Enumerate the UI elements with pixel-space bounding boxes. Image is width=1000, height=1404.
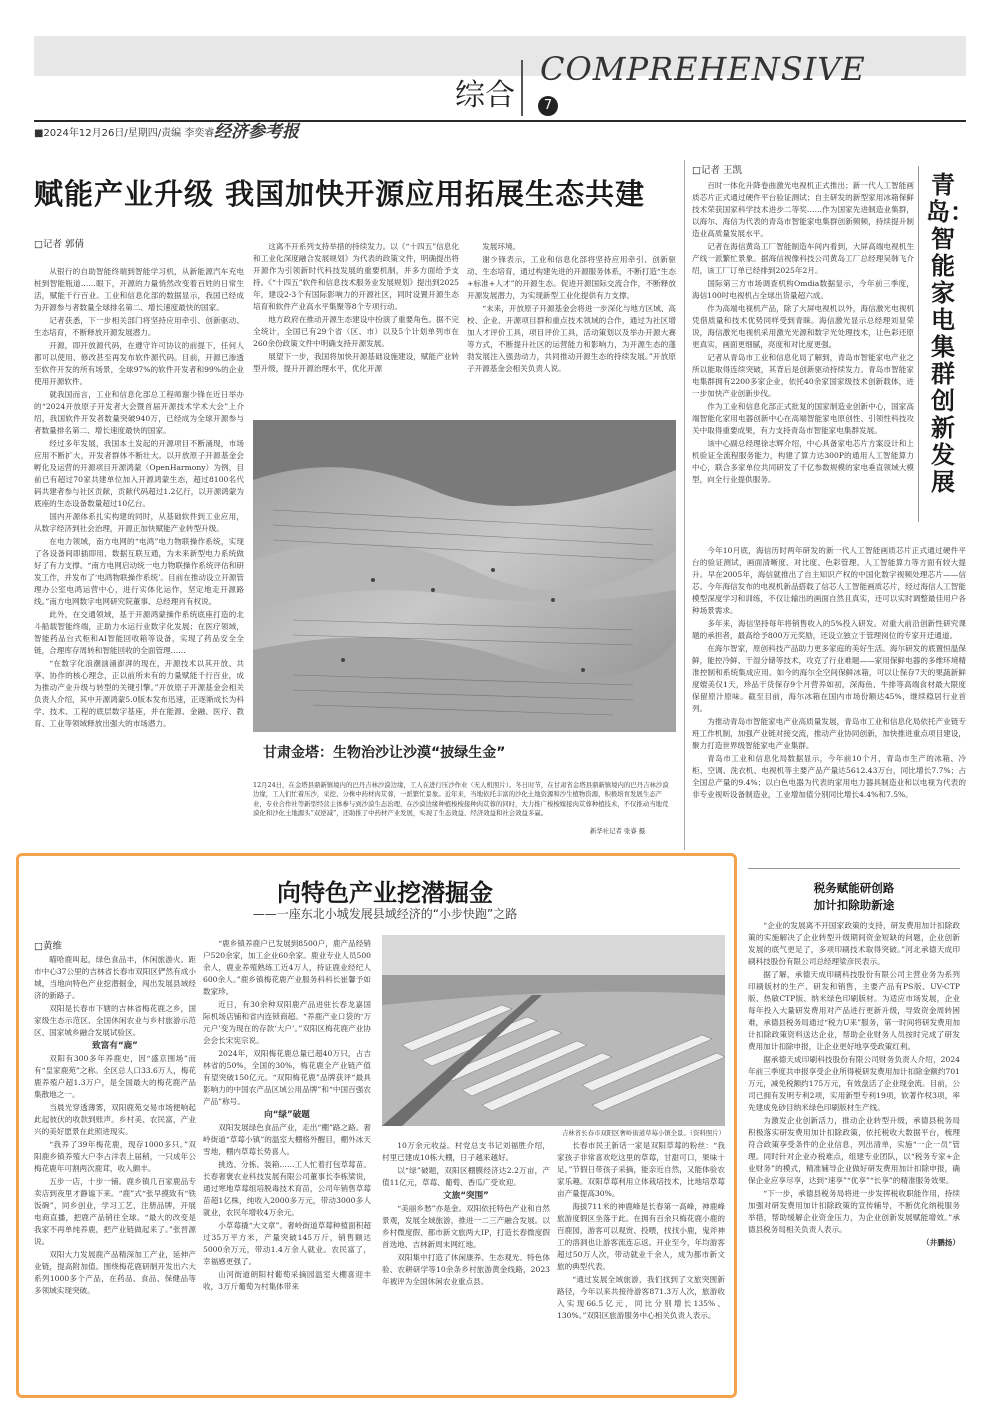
issue-meta: ■2024年12月26日/星期四/责编 李奕睿 (34, 128, 215, 139)
paragraph: 作为工业和信息化部正式批复的国家制造业创新中心，国家高端智能化家用电器创新中心在高端智能家电原创性、引领性科技攻关中取得重要成果，有力支持青岛市智能家电集群发展。 (692, 402, 914, 435)
paragraph: 记者获悉，下一步相关部门将坚持应用牵引、创新驱动、生态培育，不断释放开源发展潜力。 (34, 316, 244, 337)
paragraph: 瞄哈鹿叫起，绿色食品丰，休闲旅游火。距市中心37公里的吉林省长春市双阳区俨然有成小城，当地向特色产业挖潜掘金，闯出发展县域经济的新路子。 (34, 955, 196, 1000)
paragraph: “通过发展全域旅游，我们找到了文旅突围新路径，今年以来共接待游客871.3万人次，旅游收入实现66.5亿元，同比分别增长135%、130%。”双阳区旅游服务中心相关负责人表示。 (557, 1275, 725, 1320)
main-column-3 (467, 241, 676, 413)
paragraph: 双阳大力发展鹿产品精深加工产业，延伸产业链，提高附加值。围绕梅花鹿研制开发出六大系列1000多个产品，在药品、食品、保健品等多领域实现突破。 (34, 1250, 196, 1295)
paragraph: 挑选、分拣、装箱……工人忙着打包草莓苗。长春奢褒农业科技发展有限公司董事长李栋梁说，通过寒地草莓组培脱毒技术育苗，公司年销售草莓苗超1亿株，纯收入2000多万元，带动3000多人就业，农民年增收4万余元。 (203, 1160, 371, 1217)
paragraph: 据承德天成印刷科技股份有限公司财务负责人介绍，2024年前三季度共申报享受企业所得税研发费用加计扣除金额约701万元，减免税额约175万元，有效盘活了企业现金流。目前，公司已拥有发明专利2项，实用新型专利19项，软著作权3项，率先建成免砂目纳米绿色印刷版材生产线。 (748, 1055, 960, 1112)
article2-byline: □黄维 (34, 941, 62, 952)
paragraph: 据了解，承德天成印刷科技股份有限公司主营业务为系列印刷版材的生产、研发和销售，主要产品有PS版、UV-CTP版、热敏CTP版、纳米绿色印刷版材。为适应市场发展，企业每年投入大量研发费用对产品进行更新升级，导致资金周转困难，承德县税务局通过“税力U来”服务，第一时间将研发费用加计扣除政策资料送达企业，帮助企业财务人员按时完成了研发费用加计扣除申报，让企业更好地享受政策红利。 (748, 970, 960, 1051)
qingdao-byline: □记者 王凯 (692, 165, 742, 176)
paragraph: 2024年，双阳梅花鹿总量已超40万只，占吉林省的50%，全国的30%，梅花鹿全产业链产值有望突破150亿元。“双阳梅花鹿”品牌获评“最具影响力的中国农产品区域公用品牌”和“中国百强农产品”称号。 (203, 1049, 371, 1106)
photo1-title: 甘肃金塔：生物治沙让沙漠“披绿生金” (263, 745, 506, 761)
article2-column-1 (34, 954, 196, 1390)
paragraph: 作为高端电视机产品，除了大屏电视机以外，海信激光电视机凭借质量和技术优势同样受到青睐。海信激光显示总经理刘显荣说，海信激光电视机采用激光光源和数字光处理技术，让色彩还原更真实，画面更细腻，亮度和对比度更强。 (692, 304, 914, 349)
tax-article-title (748, 880, 960, 914)
tax-byline: （井鹏扬） (922, 1238, 960, 1247)
paragraph: 经过多年发展，我国本土发起的开源项目不断涌现，市场应用不断扩大，开发者群体不断壮大。以开放原子开源基金会孵化及运营的开源项目开源鸿蒙（OpenHarmony）为例，目前已有超过70家共建单位加入开源鸿蒙生态，超过8100名代码共建者参与社区贡献，贡献代码超过1.2亿行，以开源鸿蒙为底座的生态设备数量超过10亿台。 (34, 439, 244, 508)
paragraph: 在海尔智家，原创科技产品助力更多家庭的美好生活。海尔研发的底置恒温保鲜，能控冷鲜、干湿分储等技术，攻克了行业难题——家用保鲜电器的多维环境精准控制和系统集成应用。如今的海尔全空间保鲜冰箱，可以让保存7天的果蔬新鲜度媲美仅1天，珍品干货保存9个月营养如初，深海鱼、牛排等高端食材最大限度保留原汁原味。截至目前，海尔冰箱在国内市场份额达45%，继续稳居行业首列。 (692, 644, 966, 713)
tax-title-line-1: 税务赋能研创路 (813, 881, 895, 895)
masthead-logo: 经济参考报 (214, 122, 299, 142)
paragraph: 百时一体化升降卷曲激光电视机正式推出；新一代人工智能画质芯片正式通过硬件平台验证测试；自主研发的新型家用冰箱保鲜技术荣获国家科学技术进步二等奖……作为国家先进制造业集群，以海尔、海信为代表的青岛市智能家电集群创新频频，持续提升制造业高质量发展水平。 (692, 181, 914, 238)
qingdao-column-top (692, 180, 914, 542)
paragraph: 为推动青岛市智能家电产业高质量发展，青岛市工业和信息化局依托产业链专班工作机制，加强产业链对接交流，推动产业协同创新，加快推进重点项目建设，聚力打造世界级智能家电产业集群。 (692, 717, 966, 750)
main-byline: □记者 郭倩 (34, 239, 84, 250)
paragraph: 展望下一步，我国将加快开源基础设施建设，赋能产业转型升级，提升开源治理水平，优化开源 (253, 352, 459, 373)
paragraph: “未来，开放原子开源基金会将进一步深化与地方区域、高校、企业、开源项目群和重点技术领域的合作，通过为社区增加人才评价工具，项目评价工具，活动策划以及举办开源大赛等方式，不断提升社区的运营能力和影响力，为开源生态的蓬勃发展注入强劲动力，共同推动开源生态的持续发展。”开放原子开源基金会相关负责人说。 (467, 304, 676, 373)
article2-subhead-3: 文旅“突围” (443, 1191, 489, 1201)
paragraph: 记者从青岛市工业和信息化局了解到，青岛市智能家电产业之所以能取得连续突破，其背后是创新驱动持续发力。青岛市智能家电集群拥有2200多家企业，依托40余家国家级技术创新载体，进一步加快产业创新步伐。 (692, 353, 914, 398)
paragraph: 近日，有30余种双阳鹿产品进驻长春龙嘉国际机场店铺和省内连锁商超。“养鹿产业口袋的‘万元户’变为现在的存款‘大户’。”双阳区梅花鹿产业协会会长宋宪宗说。 (203, 1000, 371, 1045)
section-name: 综合 (455, 78, 515, 113)
article2-column-2 (203, 938, 371, 1390)
paragraph: 双阳发展绿色食品产业，走出“棚”路之路。奢岭街道“草莓小镇”的温室大棚格外醒目，棚外冰天雪地，棚内草莓长势喜人。 (203, 1123, 371, 1156)
photo1-credit: 新华社记者 张睿 摄 (590, 827, 646, 835)
section-name-english: COMPREHENSIVE (540, 50, 866, 88)
article2-column-4 (557, 1140, 725, 1390)
tax-article-rule (748, 868, 960, 869)
article2-subhead-1: 致富有“鹿” (92, 1041, 138, 1051)
photo1-caption: 12月24日，在金塔县鼎新镇境内的巴丹吉林沙漠边缘，工人在进行压沙作业（无人机照片）。冬日时节，在甘肃省金塔县鼎新镇境内的巴丹吉林沙漠边缘，工人们忙着压沙，采挖、分株中药材肉苁蓉，一派繁忙景象。近年来，当地依托丰富的沙化土地资源和沙生植物资源，积极培育发展生态产业，专业合作社等新型经营主体参与到沙漠生态治理、在沙漠边缘种植梭梭接种肉苁蓉的同时，大力推广梭梭嫁接肉苁蓉种植技术，不仅推动当地荒漠化和沙化土地源头“双逆减”，还助推了中药材产业发展，实现了生态效益、经济效益和社会效益多赢。 (253, 781, 669, 817)
desert-photo (253, 420, 676, 732)
main-headline: 赋能产业升级 我国加快开源应用拓展生态共建 (34, 177, 646, 211)
paragraph: 开源，即开放源代码，在遵守许可协议的前提下，任何人都可以使用、修改甚至再发布软件源代码。目前，开源已渗透至软件开发的所有场景，全球97%的软件开发者和99%的企业使用开源软件。 (34, 341, 244, 386)
qingdao-column-bottom (692, 545, 966, 850)
paragraph: “美丽乡愁”亦是金。双阳依托特色产业和自然景观，发展全域旅游，推进一二三产融合发展。以乡村微度假、都市新文旅两大IP，打造长春微度假首选地、吉林新周末网红地。 (382, 1204, 550, 1249)
paragraph: 当晨光穿透薄雾，双阳鹿苑交易市场便响起此起彼伏的收款到账声。乡村美、农民富，产业兴的美好愿景在此照进现实。 (34, 1103, 196, 1136)
paragraph: 双阳是长春市下辖的吉林省梅花鹿之乡，国家级生态示范区、全国休闲农业与乡村旅游示范区、国家城乡融合发展试验区。 (34, 1004, 196, 1037)
qingdao-vertical-title: 青岛：智能家电集群创新发展 (926, 171, 974, 496)
tax-article-body (748, 920, 960, 1390)
paragraph: 谢少锋表示，工业和信息化部将坚持应用牵引、创新驱动、生态培育，通过构建先进的开源服务体系，不断打造“生态+标准+人才”的开源生态。促进开源国际交流合作，不断释放开源发展潜力，为实现新型工业化提供有力支撑。 (467, 255, 676, 300)
paragraph: 发展环境。 (482, 242, 521, 251)
page-number: 7 (538, 96, 558, 116)
paragraph: 五步一店，十步一铺。鹿乡镇几百家鹿品专卖店到夜里才静谧下来。“鹿”式“张早摸致有“铁饭碗”，同乡创业，学习工艺，注册品牌，开展电商直播，把鹿产品销往全球。“最大的改变是我家不再单纯养鹿，把产业链做起来了。”张晋源说。 (34, 1177, 196, 1246)
paragraph: “我养了39年梅花鹿，现存1000多只。”双阳鹿乡镇养殖大户李占洋表上届稍，一只成年公梅花鹿年可割两次鹿茸，收入颇丰。 (34, 1140, 196, 1173)
article2-subhead-2: 向“绿”破题 (264, 1110, 310, 1120)
paragraph: 此外，在交通领域，基于开源鸿蒙操作系统底座打造的北斗船载智能终端，正助力水运行业数字化发展；在医疗领域，智能药品台式柜和AI智能回收箱等设备，实现了药品安全全链，合理库存周转和智能回收的全面管理…… (34, 610, 244, 655)
paragraph: 双阳集中打造了休闲康养、生态观光、特色体验、农耕研学等10余条乡村旅游黄金线路，2023年被评为全国休闲农业重点县。 (382, 1253, 550, 1286)
paragraph: 以“绿”破题，双阳区棚膜经济达2.2万亩，产值11亿元，草莓、葡萄、香瓜广受欢迎。 (382, 1166, 550, 1187)
paragraph: 多年来，海信坚持每年将销售收入的5%投入研发。对重大前沿创新性研究课题的承担者，最高给予800万元奖励，还设立独立于管理岗位的专家开迁通道。 (692, 619, 966, 640)
paragraph: 记者在海信黄岛工厂智能制造车间内看到，大屏高端电视机生产线一派繁忙景象。据海信视像科技公司黄岛工厂总经理吴韩飞介绍，该工厂订单已经排到2025年2月。 (692, 242, 914, 275)
paragraph: 国际第三方市场调查机构Omdia数据显示，今年前三季度，海信100吋电视机占全球出货量超六成。 (692, 279, 914, 300)
paragraph: 山河街道朗阳村葡萄采摘园温室大棚喜迎丰收，3万斤葡萄为村集体带来 (203, 1270, 371, 1291)
paragraph: 为激发企业创新活力，推动企业转型升级，承德县税务局积极落实研发费用加计扣除政策，依托税收大数据平台，梳理符合政策享受条件的企业信息，列出清单，实施“一企一员”管理。同时针对企业办税难点，组建专业团队，以“税务专家+企业财务”的模式，精准辅导企业做好研发费用加计扣除申报，确保企业应享尽享，达到“速享”“优享”“长享”的精准服务效果。 (748, 1116, 960, 1185)
main-column-1 (34, 266, 244, 850)
paragraph: “在数字化浪潮汹涌澎湃的现在，开源技术以其开放、共享、协作的核心理念，正以前所未有的力量赋能千行百业，成为推动产业升级与转型的关键引擎。”开放原子开源基金会相关负责人介绍，其中开源鸿蒙5.0版本发布迅速，正逐渐成长为科学、技术、工程的底层数字基座，并在能源、金融、医疗、教育、工业等领域释放出强大的市场潜力。 (34, 659, 244, 728)
paragraph: 双阳有300多年养鹿史，因“盛京围场”而有“皇家鹿苑”之称。全区总人口33.6万人，梅花鹿养殖户超1.3万户，是全国最大的梅花鹿产品集散地之一。 (34, 1054, 196, 1099)
photo2-caption: 吉林省长春市双阳区奢岭街道草莓小镇全景。（资料照片） (562, 1129, 725, 1137)
column-divider (684, 160, 685, 850)
strawberry-town-photo (382, 935, 725, 1126)
article2-column-3 (382, 1140, 550, 1390)
section-divider (521, 60, 523, 116)
main-column-2 (253, 241, 459, 413)
paragraph: “下一步，承德县税务局将进一步发挥税收职能作用，持续加强对研发费用加计扣除政策的宣传辅导，不断优化纳税服务举措，帮助缓解企业资金压力，为企业创新发展赋能增效。”承德县税务局相关负责人表示。 (748, 1189, 960, 1234)
article2-headline: 向特色产业挖潜掘金 (277, 879, 493, 907)
paragraph: 该中心副总经理徐志辉介绍，中心具备家电芯片方案设计和上机验证全流程服务能力，构建了算力达300P的通用人工智能算力中心，联合多家单位共同研发了千亿参数规模的家电垂直领域大模型，向全行业提供服务。 (692, 439, 914, 484)
article2-subtitle: ——一座东北小城发展县域经济的“小步快跑”之路 (252, 907, 518, 921)
paragraph: 今年10月底，海信历时两年研发的新一代人工智能画质芯片正式通过硬件平台的验证测试，画面清晰度、对比度、色彩管理、人工智能算力等方面有较大提升。早在2005年，海信就推出了自主知识产权的中国化数字视频处理芯片——信芯。今年海信发布的电视机新品搭载了信芯人工智能画质芯片，经过海信人工智能模型深度学习和训练，不仅让输出的画面自然且真实，还可以实时调整最佳用户各种场景需求。 (692, 546, 966, 615)
paragraph: “企业的发展离不开国家政策的支持，研发费用加计扣除政策的实施解决了企业转型升级期间资金短缺的问题，企业创新发展的底气更足了，多项印刷技术取得突破。”河北承德天成印刷科技股份有限公司总经理梁彦民表示。 (748, 921, 960, 966)
paragraph: 小草莓撬“大文章”。奢岭街道草莓种植面积超过35万平方米，产量突破145万斤，销售额达5000余万元，带动1.4万余人就业。农民富了，幸福感更强了。 (203, 1221, 371, 1266)
paragraph: 长春市民王新话一家是双阳草莓的粉丝：“我家孩子非常喜欢吃这里的草莓，甘甜可口，果味十足。”节假日带孩子采摘，能亲近自然，又能体验农家乐趣。双阳草莓利用立体栽培技术，比地培草莓亩产量提高30%。 (557, 1141, 725, 1198)
paragraph: 这离不开系列支持举措的持续发力。以《“十四五”信息化和工业化深度融合发展规划》为代表的政策文件，明确提出将开源作为引领新时代科技发展的重要机制，并多方面给予支持。《“十四五”软件和信息技术服务业发展规划》提出到2025年，建设2-3个有国际影响力的开源社区，同时设置开源生态培育和软件产业高水平集聚等8个专项行动。 (253, 242, 459, 311)
paragraph: “鹿乡镇养鹿户已发展到8500户，鹿产品经销户520余家，加工企业60余家。鹿业专业人员500余人，鹿业养殖熟练工近4万人，持证鹿业经纪人600余人。”鹿乡镇梅花鹿产业服务科科长崔馨予如数家珍。 (203, 939, 371, 996)
paragraph: 就我国而言，工业和信息化部总工程师谢少锋在近日举办的“2024开放原子开发者大会暨首届开源技术学术大会”上介绍，我国软件开发者数量突破940万，已经成为全球开源参与者数量排名第二、增长速度最快的国家。 (34, 390, 244, 435)
paragraph: 在电力领域，南方电网的“电鸿”电力物联操作系统，实现了各设备间即插即用、数据互联互通，为未来新型电力系统做好了有力支撑。“南方电网启动统一电力物联操作系统评估和研发工作，并发布了‘电鸿物联操作系统’。目前在推动设立开源管理办公室电鸿运营中心，进行实体化运作，坚定地走开源路线。”南方电网数字电网研究院董事、总经理肖有权说。 (34, 537, 244, 606)
paragraph: 10万余元收益。村党总支书记刘福胜介绍，村里已建成10栋大棚，日子越来越好。 (382, 1141, 550, 1162)
tax-title-line-2: 加计扣除助新途 (813, 898, 895, 912)
paragraph: 海拔711米的神鹿峰是长春第一高峰，神鹿峰旅游度假区坐落于此。在拥有百余只梅花鹿小鹿的百鹿园，游客可以观赏、投喂，找找小鹿，鬼斧神工的溶洞也让游客流连忘返。开业至今，年均游客超过50万人次，带动就业千余人，成为都市新文旅的典型代表。 (557, 1202, 725, 1271)
paragraph: 地方政府在推动开源生态建设中扮演了重要角色。据不完全统计，全国已有29个省（区、市）以及5个计划单列市在260余份政策文件中明确支持开源发展。 (253, 315, 459, 348)
paragraph: 青岛市工业和信息化局数据显示，今年前10个月，青岛市生产的冰箱、冷柜、空调、洗衣机、电视机等主要产品产量达5612.43万台，同比增长7.7%；占全国总产量的9.4%；以白色电器为代表的家用电力器具制造业和以电视为代表的非专业视听设备制造业，工业增加值分别同比增长4.4%和7.5%。 (692, 754, 966, 799)
paragraph: 从银行的自助智能终端到智能学习机，从新能源汽车充电桩到智能瓶道……眼下，开源的力量悄然改变着百姓的日常生活，赋能千行百业。工业和信息化部的数据显示，我国已经成为开源参与者数量全球排名第二、增长速度最快的国家。 (34, 267, 244, 312)
paragraph: 国内开源体系扎实构建的同时，从基础软件到工业应用，从数字经济到社会治理，开源正加快赋能产业转型升级。 (34, 512, 244, 533)
